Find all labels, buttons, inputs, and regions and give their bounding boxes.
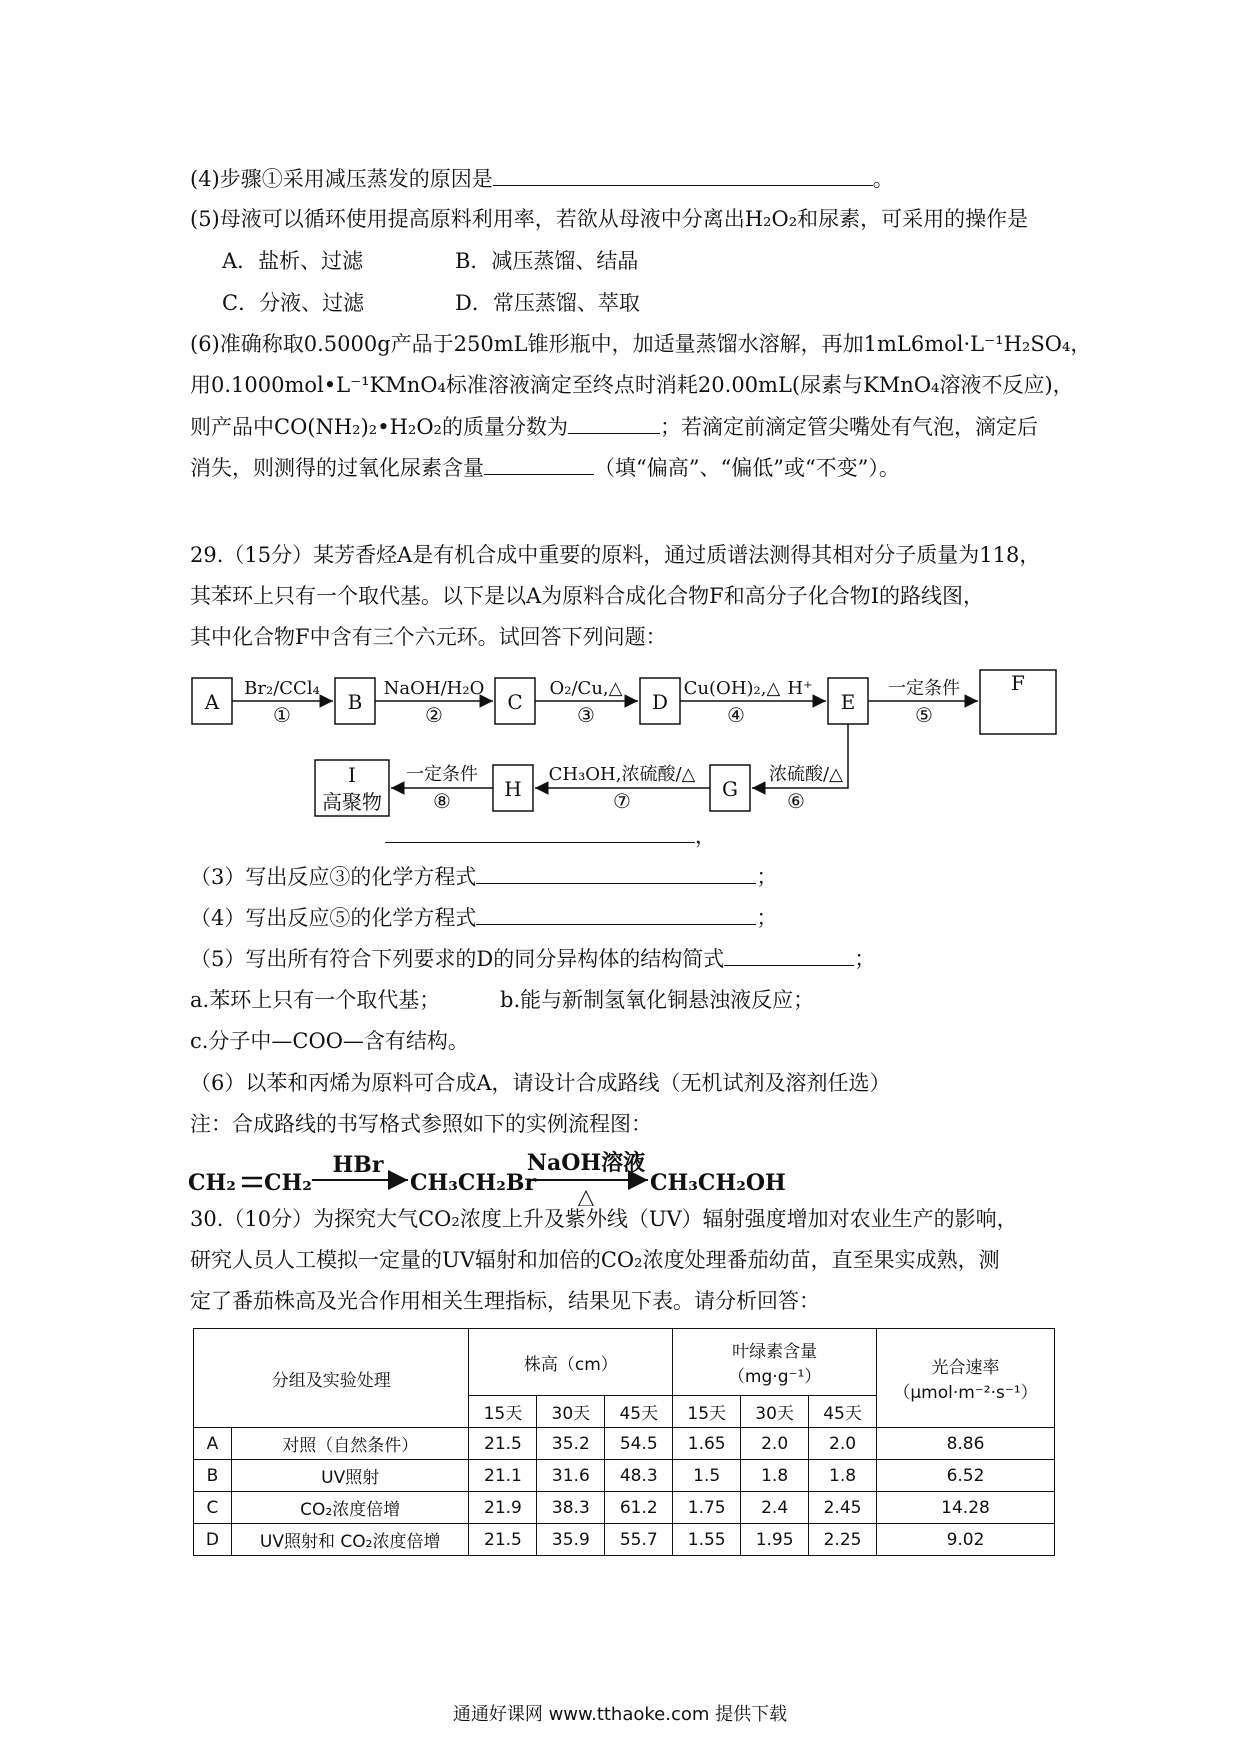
header-day: 45天 <box>605 1396 673 1428</box>
cond-1: Br₂/CCl₄ <box>244 678 320 699</box>
step-2: ② <box>425 703 443 727</box>
cell: 1.55 <box>673 1524 741 1556</box>
answer-blank <box>568 411 660 434</box>
table-row <box>194 1492 1055 1524</box>
cond-2: NaOH/H₂O <box>383 678 485 699</box>
q28-step6-line3: 则产品中CO(NH₂)₂•H₂O₂的质量分数为 ；若滴定前滴定管尖嘴处有气泡，滴定后 <box>190 411 1038 442</box>
results-table <box>193 1328 1055 1556</box>
answer-blank <box>724 943 854 966</box>
q29-intro-line3: 其中化合物F中含有三个六元环。试回答下列问题： <box>190 625 667 649</box>
option-d: D．常压蒸馏、萃取 <box>455 291 640 315</box>
q28-step6-line2: 用0.1000mol•L⁻¹KMnO₄标准溶液滴定至终点时消耗20.00mL(尿素与KMnO₄溶液不反应)， <box>190 373 1074 397</box>
option-c: C．分液、过滤 <box>222 291 365 315</box>
step-4: ④ <box>727 703 745 727</box>
q28-step4: (4)步骤①采用减压蒸发的原因是 。 <box>190 163 894 194</box>
cell: 14.28 <box>877 1492 1055 1524</box>
treatment: UV照射 <box>231 1460 469 1492</box>
cond-7: CH₃OH,浓硫酸/△ <box>548 764 696 785</box>
header-day: 15天 <box>469 1396 537 1428</box>
bromoethane: CH₃CH₂Br <box>410 1170 537 1196</box>
page-footer: 通通好课网 www.tthaoke.com 提供下载 <box>452 1704 788 1725</box>
cell: 8.86 <box>877 1428 1055 1460</box>
cell: 1.8 <box>741 1460 809 1492</box>
cell: 21.1 <box>469 1460 537 1492</box>
cell: 31.6 <box>537 1460 605 1492</box>
header-day: 15天 <box>673 1396 741 1428</box>
requirement-a: a.苯环上只有一个取代基； <box>190 988 441 1012</box>
step-5: ⑤ <box>915 703 933 727</box>
cell: 1.65 <box>673 1428 741 1460</box>
label-h: H <box>504 777 522 801</box>
cond-6: 浓硫酸/△ <box>769 764 843 785</box>
label-i: I <box>348 763 356 787</box>
requirement-b: b.能与新制氢氧化铜悬浊液反应； <box>500 988 815 1012</box>
treatment: 对照（自然条件） <box>231 1428 469 1460</box>
label-e: E <box>840 690 856 714</box>
cond-8: 一定条件 <box>406 764 478 785</box>
cell: 1.8 <box>809 1460 877 1492</box>
cell: 55.7 <box>605 1524 673 1556</box>
step-6: ⑥ <box>787 789 805 813</box>
example-route <box>180 1130 840 1206</box>
option-b: B．减压蒸馏、结晶 <box>455 249 639 273</box>
group-id: C <box>194 1492 232 1524</box>
q29-part3: （3）写出反应③的化学方程式 ； <box>190 861 777 892</box>
q30-intro-line2: 研究人员人工模拟一定量的UV辐射和加倍的CO₂浓度处理番茄幼苗，直至果实成熟，测 <box>190 1248 1000 1272</box>
reagent-hbr: HBr <box>332 1152 384 1178</box>
cell: 6.52 <box>877 1460 1055 1492</box>
cell: 38.3 <box>537 1492 605 1524</box>
header-day: 30天 <box>537 1396 605 1428</box>
label-a: A <box>204 690 220 714</box>
q28-step5: (5)母液可以循环使用提高原料利用率，若欲从母液中分离出H₂O₂和尿素，可采用的操作是 <box>190 207 1029 231</box>
step-1: ① <box>273 703 291 727</box>
cell: 2.45 <box>809 1492 877 1524</box>
table-row <box>194 1428 1055 1460</box>
label-c: C <box>507 690 523 714</box>
cell: 1.75 <box>673 1492 741 1524</box>
q28-step6-line1: (6)准确称取0.5000g产品于250mL锥形瓶中，加适量蒸馏水溶解，再加1mL6mol·L⁻¹H₂SO₄， <box>190 332 1092 356</box>
cell: 1.95 <box>741 1524 809 1556</box>
group-id: A <box>194 1428 232 1460</box>
cell: 1.5 <box>673 1460 741 1492</box>
cell: 61.2 <box>605 1492 673 1524</box>
reagent-naoh: NaOH溶液 <box>526 1150 646 1176</box>
header-height: 株高（cm） <box>469 1329 673 1396</box>
step-8: ⑧ <box>433 789 451 813</box>
q29-part2: ， <box>190 820 716 851</box>
label-polymer: 高聚物 <box>322 790 382 814</box>
header-chlorophyll: 叶绿素含量 （mg·g⁻¹） <box>673 1329 877 1396</box>
step-3: ③ <box>577 703 595 727</box>
cell: 54.5 <box>605 1428 673 1460</box>
cond-5: 一定条件 <box>888 678 960 699</box>
q29-part4: （4）写出反应⑤的化学方程式 ； <box>190 902 777 933</box>
answer-blank <box>385 820 695 843</box>
cond-3: O₂/Cu,△ <box>549 678 623 699</box>
ethene-right: CH₂ <box>264 1170 312 1196</box>
q29-intro-line1: 29.（15分）某芳香烃A是有机合成中重要的原料，通过质谱法测得其相对分子质量为118， <box>190 543 1041 567</box>
header-day: 45天 <box>809 1396 877 1428</box>
heat-symbol: △ <box>577 1185 595 1206</box>
answer-blank <box>476 902 756 925</box>
treatment: CO₂浓度倍增 <box>231 1492 469 1524</box>
cell: 35.9 <box>537 1524 605 1556</box>
q30-intro-line3: 定了番茄株高及光合作用相关生理指标，结果见下表。请分析回答： <box>190 1289 820 1313</box>
cell: 35.2 <box>537 1428 605 1460</box>
answer-blank <box>476 861 756 884</box>
q28-step6-line4: 消失，则测得的过氧化尿素含量 （填“偏高”、“偏低”或“不变”）。 <box>190 452 900 483</box>
synthesis-route-diagram <box>180 660 1070 820</box>
label-d: D <box>651 690 669 714</box>
label-f: F <box>1011 671 1025 695</box>
q30-intro-line1: 30.（10分）为探究大气CO₂浓度上升及紫外线（UV）辐射强度增加对农业生产的影响， <box>190 1207 1018 1231</box>
format-note: 注：合成路线的书写格式参照如下的实例流程图： <box>190 1112 652 1136</box>
cell: 2.0 <box>809 1428 877 1460</box>
cell: 2.25 <box>809 1524 877 1556</box>
cell: 2.0 <box>741 1428 809 1460</box>
ethanol: CH₃CH₂OH <box>650 1170 786 1196</box>
cond-4: Cu(OH)₂,△ <box>683 678 781 699</box>
step-7: ⑦ <box>613 789 631 813</box>
table-header-row <box>194 1329 1055 1396</box>
answer-blank <box>493 163 873 186</box>
cell: 9.02 <box>877 1524 1055 1556</box>
cell: 21.5 <box>469 1428 537 1460</box>
label-g: G <box>722 777 738 801</box>
header-photosynthesis-rate: 光合速率 （μmol·m⁻²·s⁻¹） <box>877 1329 1055 1428</box>
requirement-c: c.分子中—COO—含有结构。 <box>190 1029 469 1053</box>
group-id: D <box>194 1524 232 1556</box>
cell: 21.9 <box>469 1492 537 1524</box>
treatment: UV照射和 CO₂浓度倍增 <box>231 1524 469 1556</box>
answer-blank <box>484 452 594 475</box>
label-b: B <box>347 690 363 714</box>
header-group: 分组及实验处理 <box>194 1329 469 1428</box>
table-row <box>194 1524 1055 1556</box>
group-id: B <box>194 1460 232 1492</box>
q29-intro-line2: 其苯环上只有一个取代基。以下是以A为原料合成化合物F和高分子化合物I的路线图， <box>190 584 985 608</box>
cell: 48.3 <box>605 1460 673 1492</box>
cell: 2.4 <box>741 1492 809 1524</box>
table-row <box>194 1460 1055 1492</box>
cond-4b: H⁺ <box>787 678 813 699</box>
cell: 21.5 <box>469 1524 537 1556</box>
option-a: A．盐析、过滤 <box>222 249 364 273</box>
q29-part6: （6）以苯和丙烯为原料可合成A，请设计合成路线（无机试剂及溶剂任选） <box>190 1071 891 1095</box>
ethene-left: CH₂ <box>188 1170 236 1196</box>
header-day: 30天 <box>741 1396 809 1428</box>
q29-part5: （5）写出所有符合下列要求的D的同分异构体的结构简式 ； <box>190 943 875 974</box>
